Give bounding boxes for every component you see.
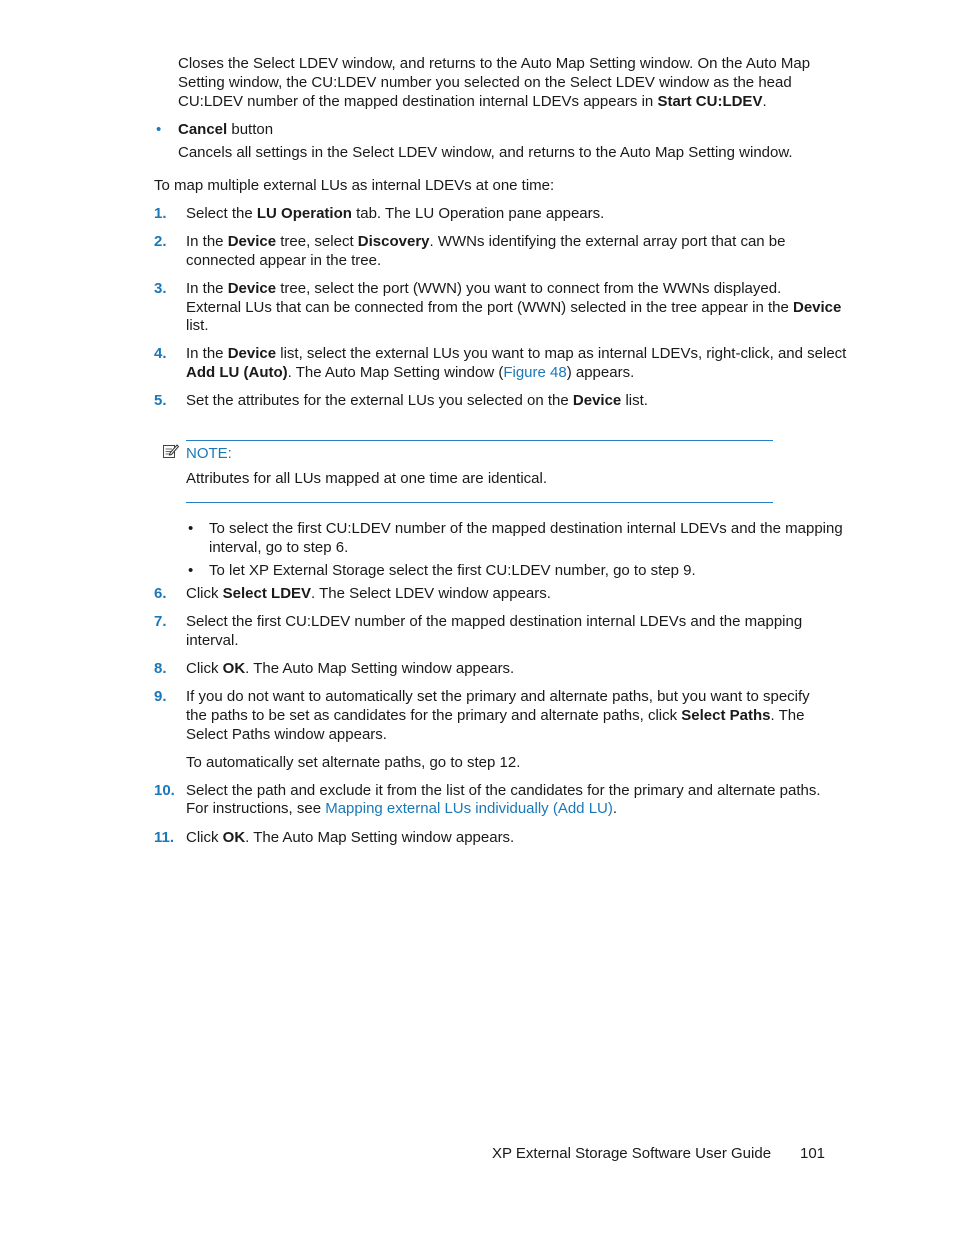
note-pencil-icon xyxy=(162,442,180,460)
step-3-text-line-1: In the Device tree, select the port (WWN) you want to connect from the WWNs displayed. xyxy=(186,280,782,297)
note-bottom-rule xyxy=(186,502,773,503)
step-9-text-line-2: the paths to be set as candidates for the primary and alternate paths, click Select Paths. The xyxy=(186,707,805,724)
step-9-text-line-3: Select Paths window appears. xyxy=(186,726,387,743)
add-lu-link[interactable]: Mapping external LUs individually (Add LU) xyxy=(325,800,613,817)
step-4-text-line-1: In the Device list, select the external LUs you want to map as internal LDEVs, right-click, and select xyxy=(186,345,847,362)
note-text: Attributes for all LUs mapped at one time are identical. xyxy=(186,470,548,487)
step-5-number: 5. xyxy=(154,392,167,409)
step-7-text-line-2: interval. xyxy=(186,632,239,649)
step-9-extra: To automatically set alternate paths, go to step 12. xyxy=(186,754,521,771)
intro-line-3: CU:LDEV number of the mapped destination internal LDEVs appears in Start CU:LDEV. xyxy=(178,93,767,110)
subbullet-1-line-1: To select the first CU:LDEV number of the mapped destination internal LDEVs and the mapping xyxy=(209,520,843,537)
step-5-text: Set the attributes for the external LUs you selected on the Device list. xyxy=(186,392,648,409)
step-3-number: 3. xyxy=(154,280,167,297)
cancel-bullet: • xyxy=(156,121,162,138)
step-6-text: Click Select LDEV. The Select LDEV window appears. xyxy=(186,585,551,602)
step-8-number: 8. xyxy=(154,660,167,677)
subbullet-2-line-1: To let XP External Storage select the first CU:LDEV number, go to step 9. xyxy=(209,562,696,579)
step-2-text-line-2: connected appear in the tree. xyxy=(186,252,382,269)
step-8-text: Click OK. The Auto Map Setting window appears. xyxy=(186,660,515,677)
step-11-number: 11. xyxy=(154,829,175,846)
subbullet-1-marker: • xyxy=(188,520,194,537)
step-7-number: 7. xyxy=(154,613,167,630)
subbullet-2-marker: • xyxy=(188,562,194,579)
step-10-text-line-2: For instructions, see Mapping external LUs individually (Add LU). xyxy=(186,800,618,817)
footer-title: XP External Storage Software User Guide xyxy=(492,1145,772,1162)
step-9-number: 9. xyxy=(154,688,167,705)
step-6-number: 6. xyxy=(154,585,167,602)
procedure-lead: To map multiple external LUs as internal LDEVs at one time: xyxy=(154,177,555,194)
step-3-text-line-3: list. xyxy=(186,317,209,334)
step-1-number: 1. xyxy=(154,205,167,222)
note-top-rule xyxy=(186,440,773,441)
step-2-number: 2. xyxy=(154,233,167,250)
cancel-description: Cancels all settings in the Select LDEV window, and returns to the Auto Map Setting window. xyxy=(178,144,793,161)
step-10-text-line-1: Select the path and exclude it from the list of the candidates for the primary and alternate paths. xyxy=(186,782,821,799)
step-4-number: 4. xyxy=(154,345,167,362)
page-number: 101 xyxy=(800,1145,826,1162)
step-11-text: Click OK. The Auto Map Setting window appears. xyxy=(186,829,515,846)
step-1-text: Select the LU Operation tab. The LU Operation pane appears. xyxy=(186,205,605,222)
intro-line-2: Setting window, the CU:LDEV number you selected on the Select LDEV window as the head xyxy=(178,74,792,91)
cancel-heading: Cancel button xyxy=(178,121,274,138)
note-label: NOTE: xyxy=(186,445,232,462)
step-9-text-line-1: If you do not want to automatically set the primary and alternate paths, but you want to specify xyxy=(186,688,810,705)
step-4-text-line-2: Add LU (Auto). The Auto Map Setting window (Figure 48) appears. xyxy=(186,364,635,381)
step-3-text-line-2: External LUs that can be connected from the port (WWN) selected in the tree appear in the Device xyxy=(186,299,842,316)
intro-line-1: Closes the Select LDEV window, and returns to the Auto Map Setting window. On the Auto Map xyxy=(178,55,811,72)
step-7-text-line-1: Select the first CU:LDEV number of the mapped destination internal LDEVs and the mapping xyxy=(186,613,803,630)
step-10-number: 10. xyxy=(154,782,175,799)
step-2-text-line-1: In the Device tree, select Discovery. WWNs identifying the external array port that can be xyxy=(186,233,786,250)
subbullet-1-line-2: interval, go to step 6. xyxy=(209,539,349,556)
figure-48-link[interactable]: Figure 48 xyxy=(503,364,567,381)
